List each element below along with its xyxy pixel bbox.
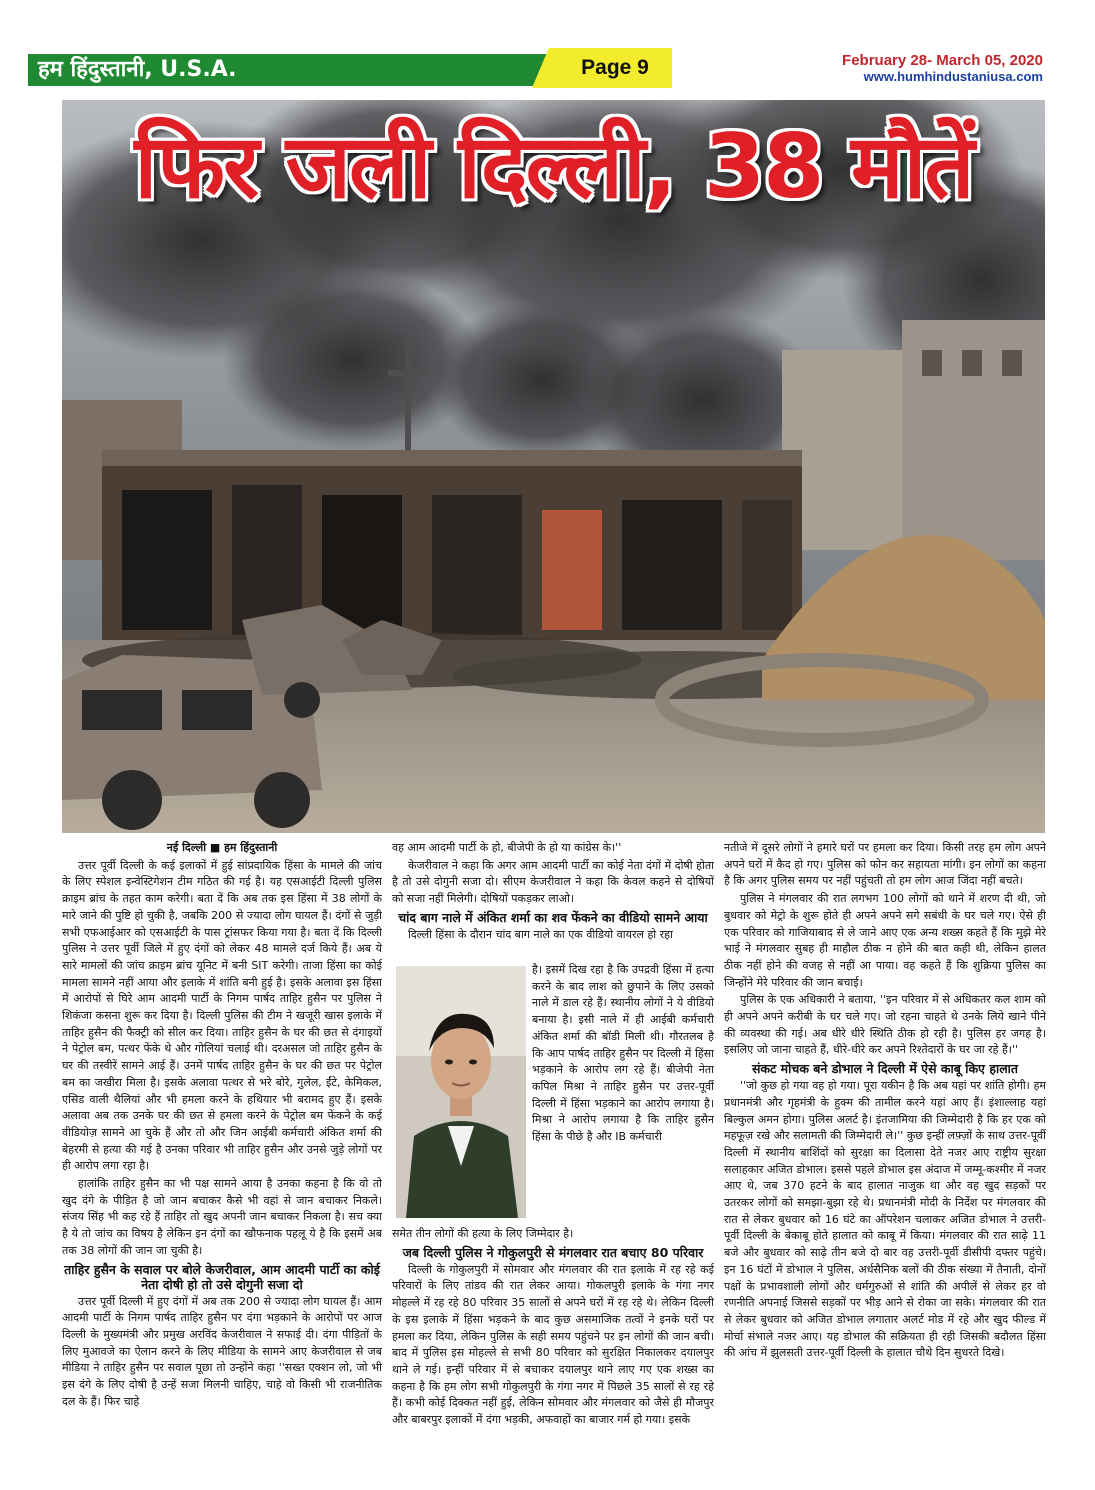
article-column-3 (724, 840, 1046, 1465)
subheading-kejriwal: ताहिर हुसैन के सवाल पर बोले केजरीवाल, आम आदमी पार्टी का कोई नेता दोषी हो तो उसे दोगुनी सजा दो (64, 1261, 380, 1292)
ankit-sharma-photo (396, 966, 526, 1218)
subheading-chand-bagh: चांद बाग नाले में अंकित शर्मा का शव फेंकने का वीडियो सामने आया (398, 909, 708, 925)
paragraph: वह आम आदमी पार्टी के हो, बीजेपी के हो या कांग्रेस के।'' (392, 841, 622, 854)
paragraph: नतीजे में दूसरे लोगों ने हमारे घरों पर हमला कर दिया। किसी तरह हम लोग अपने अपने घरों में कैद हो गए। पुलिस को फोन कर सहायता मांगी। इन लोगों का कहना है कि अगर पुलिस समय पर नहीं पहुंचती तो हम लोग आज जिंदा नहीं बचते। (724, 841, 1046, 888)
paragraph: दिल्ली हिंसा के दौरान चांद बाग नाले का एक वीडियो वायरल हो रहा (408, 927, 673, 941)
article-column-2-bottom (392, 1226, 714, 1466)
article-column-2-wrap (532, 962, 714, 1226)
paragraph: पुलिस के एक अधिकारी ने बताया, ''इन परिवार में से अधिकतर कल शाम को ही अपने अपने करीबी के घर चले गए। जो रहना चाहते थे उनके लिये खाने पीने की व्यवस्था की गई। अब धीरे धीरे स्थिति ठीक हो रही है। पुलिस हर जगह है। इसलिए जो जाना चाहते हैं, धीरे-धीरे कर अपने रिश्तेदारों के घर जा रहे हैं।'' (724, 993, 1046, 1057)
portrait-illustration (396, 966, 526, 1218)
page-headline: फिर जली दिल्ली, 38 मौतें (134, 115, 973, 218)
paragraph: पुलिस ने मंगलवार की रात लगभग 100 लोगों को थाने में शरण दी थी, जो बुधवार को मेट्रो के शुरू होते ही अपने अपने सगे सबंधी के घर चले गए। ऐसे ही एक परिवार को गाजियाबाद से ले जाने आए एक अन्य शख्स कहते हैं कि मुझे मेरे भाई ने मंगलवार सुबह ही माहौल ठीक न होने की बात कही थी, लेकिन हालत ठीक नहीं होने की वजह से नहीं आ पाया। वह कहते हैं कि शुक्रिया पुलिस का जिन्होंने मेरे परिवार की जान बचाई। (724, 892, 1046, 989)
article-column-2-top (392, 840, 714, 960)
dateline: नई दिल्ली ■ हम हिंदुस्तानी (166, 841, 278, 854)
subheading-doval: संकट मोचक बने डोभाल ने दिल्ली में ऐसे काबू किए हालात (751, 1061, 1019, 1077)
paragraph: हालांकि ताहिर हुसैन का भी पक्ष सामने आया है उनका कहना है कि वो तो खुद दंगे के पीड़ित है जो जान बचाकर कैसे भी वहां से जान बचाकर निकले। संजय सिंह भी कह रहे हैं ताहिर तो खुद अपनी जान बचाकर निकला है। सच क्या है ये तो जांच का विषय है लेकिन इन दंगों का खौफनाक पहलू ये है कि इसमें अब तक 38 लोगों की जान जा चुकी है। (62, 1177, 382, 1257)
paragraph: उत्तर पूर्वी दिल्ली के कई इलाकों में हुई सांप्रदायिक हिंसा के मामले की जांच के लिए स्पेशल इन्वेस्टिगेशन टीम गठित की गई है। यह एसआईटी दिल्ली पुलिस क्राइम ब्रांच के तहत काम करेगी। बता दें कि अब तक इस हिंसा में 38 लोगों के मारे जाने की पुष्टि हो चुकी है, जबकि 200 से ज्यादा लोग घायल हैं। दंगों से जुड़ी सभी एफआईआर को एसआईटी के पास ट्रांसफर किया गया है। बता दें कि दिल्ली पुलिस ने उत्तर पूर्वी जिले में हुए दंगों को लेकर 48 मामले दर्ज किये हैं। अब ये सारे मामलों की जांच क्राइम ब्रांच यूनिट में बनी SIT करेगी। ताजा हिंसा का कोई मामला सामने नहीं आया और इलाके में शांति बनी हुई है। इसके अलावा इस हिंसा में आरोपों से घिरे आम आदमी पार्टी के निगम पार्षद ताहिर हुसैन पर पुलिस ने शिकंजा कसना शुरू कर दिया है। दिल्ली पुलिस की टीम ने खजूरी खास इलाके में ताहिर हुसैन की फैक्ट्री को सील कर दिया। ताहिर हुसैन के घर की छत से दंगाइयों ने पेट्रोल बम, पत्थर फेंके थे और गोलियां चलाई थी। दरअसल जो ताहिर हुसैन के घर की तस्वीरें सामने आई हैं। उनमें पार्षद ताहिर हुसैन के घर की छत पर पेट्रोल बम का जखीरा मिला है। इसके अलावा पत्थर से भरे बोरे, गुलेल, ईंटे, केमिकल, एसिड वाली थैलियां और भी हमला करने के हथियार भी बरामद हुए हैं। इसके अलावा अब तक उनके घर की छत से हमला करने के पेट्रोल बम फेंकने के कई वीडियोज़ सामने आ चुके हैं और तो और जिन आईबी कर्मचारी अंकित शर्मा की बेहरमी से हत्या की गई है उनका परिवार भी ताहिर हुसैन और उनसे जुड़े लोगों पर ही आरोप लगा रहा है। (62, 858, 382, 1173)
subheading-gokulpuri: जब दिल्ली पुलिस ने गोकुलपुरी से मंगलवार रात बचाए 80 परिवार (402, 1244, 704, 1260)
page-number: Page 9 (581, 56, 649, 79)
issue-date: February 28- March 05, 2020 (842, 52, 1043, 69)
paragraph: उत्तर पूर्वी दिल्ली में हुए दंगों में अब तक 200 से ज्यादा लोग घायल हैं। आम आदमी पार्टी के निगम पार्षद ताहिर हुसैन पर दंगा भड़काने के आरोपों पर आज दिल्ली के मुख्यमंत्री और प्रमुख अरविंद केजरीवाल ने सफाई दी। दंगा पीड़ितों के लिए मुआवजे का ऐलान करने के लिए मीडिया के सामने आए केजरीवाल से जब मीडिया ने ताहिर हुसैन पर सवाल पूछा तो उन्होंने कहा ''सख्त एक्शन लो, जो भी इस दंगे के लिए दोषी है उन्हें सजा मिलनी चाहिए, चाहे वो किसी भी राजनीतिक दल के हैं। फिर चाहे (62, 1294, 382, 1408)
masthead-brand: हम हिंदुस्तानी, U.S.A. (38, 57, 237, 82)
paragraph: दिल्ली के गोकुलपुरी में सोमवार और मंगलवार की रात इलाके में रह रहे कई परिवारों के लिए तांडव की रात लेकर आया। गोकलपुरी इलाके के गंगा नगर मोहल्ले में रह रहे 80 परिवार 35 सालों से अपने घरों में रह रहे थे। लेकिन दिल्ली के इस इलाके में हिंसा भड़कने के बाद कुछ असमाजिक तत्वों ने इनके घरों पर हमला कर दिया, लेकिन पुलिस के सही समय पहुंचने पर इन लोगों की जान बची। बाद में पुलिस इस मोहल्ले से सभी 80 परिवार को सुरक्षित निकालकर दयालपुर थाने ले गई। इन्हीं परिवार में से बचाकर दयालपुर थाने लाए गए एक शख्स का कहना है कि हम लोग सभी गोकुलपुरी के गंगा नगर में पिछले 35 सालों से रह रहे हैं। कभी कोई दिक्कत नहीं हुई, लेकिन सोमवार और मंगलवार को जैसे ही मौजपुर और बाबरपुर इलाकों में दंगा भड़की, अफवाहों का बाजार गर्म हो गया। इसके (392, 1262, 714, 1427)
paragraph: समेत तीन लोगों की हत्या के लिए जिम्मेदार है। (392, 1227, 574, 1240)
paragraph: ''जो कुछ हो गया वह हो गया। पूरा यकीन है कि अब यहां पर शांति होगी। हम प्रधानमंत्री और गृहमंत्री के हुक्म की तामील करने यहां आए हैं। इंशाल्लाह यहां बिल्कुल अमन होगा। पुलिस अलर्ट है। इंतजामिया की जिम्मेदारी है कि हर एक को महफूज़ रखे और सलामती की जिम्मेदारी ले।'' कुछ इन्हीं लफ़्ज़ों के साथ उत्तर-पूर्वी दिल्ली में स्थानीय बाशिंदों को सुरक्षा का दिलासा देते नजर आए राष्ट्रीय सुरक्षा सलाहकार अजित डोभाल। इससे पहले डोभाल इस अंदाज में जम्मू-कश्मीर में नजर आए थे, जब 370 हटने के बाद हालात नाजुक था और वह खुद सड़कों पर उतरकर लोगों को समझा-बुझा रहे थे। प्रधानमंत्री मोदी के निर्देश पर मंगलवार की रात से लेकर बुधवार को 16 घंटे का ऑपरेशन चलाकर अजित डोभाल ने उत्तरी-पूर्वी दिल्ली के बेकाबू होते हालात को काबू में किया। मंगलवार की रात साढ़े 11 बजे और बुधवार को साढ़े तीन बजे दो बार वह उत्तरी-पूर्वी डीसीपी दफ्तर पहुंचे। इन 16 घंटों में डोभाल ने पुलिस, अर्धसैनिक बलों की ठीक संख्या में तैनाती, दोनों पक्षों के प्रभावशाली लोगों और धर्मगुरुओं से शांति की अपीलें से लेकर हर वो रणनीति अपनाई जिससे सड़कों पर भीड़ आने से रोका जा सके। मंगलवार की रात से लेकर बुधवार को अजित डोभाल लगातार अलर्ट मोड में रहे और खुद फील्ड में मोर्चा संभाले नजर आए। यह डोभाल की सक्रियता ही रही जिसकी बदौलत हिंसा की आंच में झुलसती उत्तर-पूर्वी दिल्ली के हालात चौथे दिन सुधरते दिखे। (724, 1079, 1046, 1360)
website-link[interactable]: www.humhindustaniusa.com (863, 69, 1043, 84)
article-column-1 (62, 840, 382, 1460)
paragraph: है। इसमें दिख रहा है कि उपद्रवी हिंसा में हत्या करने के बाद लाश को छुपाने के लिए उसको नाले में डाल रहे हैं। स्थानीय लोगों ने ये वीडियो बनाया है। इसी नाले में ही आईबी कर्मचारी अंकित शर्मा की बॉडी मिली थी। गौरतलब है कि आप पार्षद ताहिर हुसैन पर दिल्ली में हिंसा भड़काने के आरोप लग रहे हैं। बीजेपी नेता कपिल मिश्रा ने ताहिर हुसैन पर उत्तर-पूर्वी दिल्ली में हिंसा भड़काने का आरोप लगाया है। मिश्रा ने आरोप लगाया है कि ताहिर हुसैन हिंसा के पीछे है और IB कर्मचारी (532, 963, 714, 1144)
paragraph: केजरीवाल ने कहा कि अगर आम आदमी पार्टी का कोई नेता दंगों में दोषी होता है तो उसे दोगुनी सजा दो। सीएम केजरीवाल ने कहा कि केवल कहने से दोषियों को सजा नहीं मिलेगी। दोषियों पकड़कर लाओ। (392, 858, 714, 906)
